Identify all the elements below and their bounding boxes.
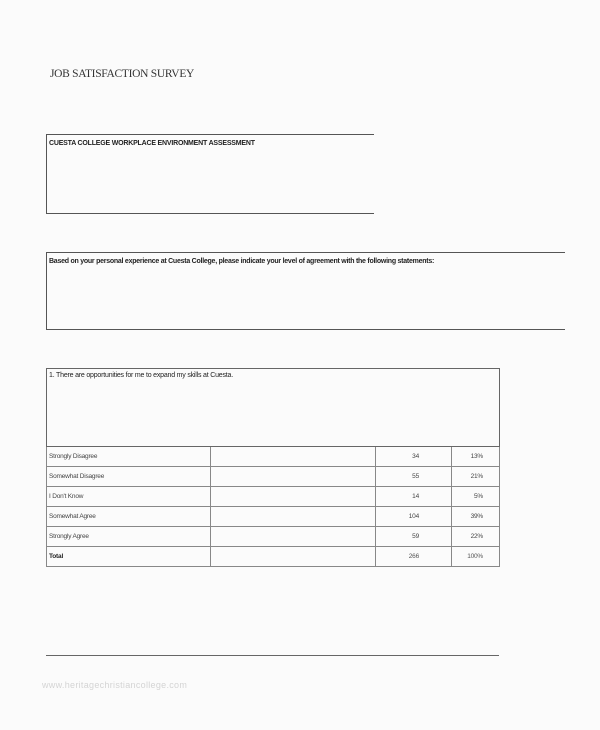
instructions-box [46,252,565,330]
spacer-cell [211,507,376,527]
table-row [47,487,500,507]
response-label: I Don't Know [47,487,211,507]
table-row [47,467,500,487]
watermark: www.heritagechristiancollege.com [42,680,188,690]
total-row [47,547,500,567]
response-percent: 21% [452,467,500,487]
response-label: Somewhat Agree [47,507,211,527]
spacer-cell [211,527,376,547]
response-percent: 39% [452,507,500,527]
bottom-divider [46,655,499,656]
response-percent: 5% [452,487,500,507]
section-header-box [46,134,374,214]
section-header: CUESTA COLLEGE WORKPLACE ENVIRONMENT ASSESSMENT [49,140,255,147]
question-table [46,368,500,567]
response-percent: 13% [452,447,500,467]
response-count: 34 [376,447,452,467]
spacer-cell [211,467,376,487]
response-label: Strongly Disagree [47,447,211,467]
spacer-cell [211,487,376,507]
instructions-text: Based on your personal experience at Cuesta College, please indicate your level of agreement with the following statements: [49,258,435,265]
table-row [47,527,500,547]
total-count: 266 [376,547,452,567]
response-label: Strongly Agree [47,527,211,547]
table-row [47,507,500,527]
response-count: 14 [376,487,452,507]
response-count: 55 [376,467,452,487]
response-percent: 22% [452,527,500,547]
response-label: Somewhat Disagree [47,467,211,487]
table-row [47,447,500,467]
spacer-cell [211,547,376,567]
question-text: 1. There are opportunities for me to expand my skills at Cuesta. [47,369,500,447]
response-count: 59 [376,527,452,547]
survey-title: JOB SATISFACTION SURVEY [50,68,195,80]
total-percent: 100% [452,547,500,567]
total-label: Total [47,547,211,567]
response-count: 104 [376,507,452,527]
spacer-cell [211,447,376,467]
question-row [47,369,500,447]
